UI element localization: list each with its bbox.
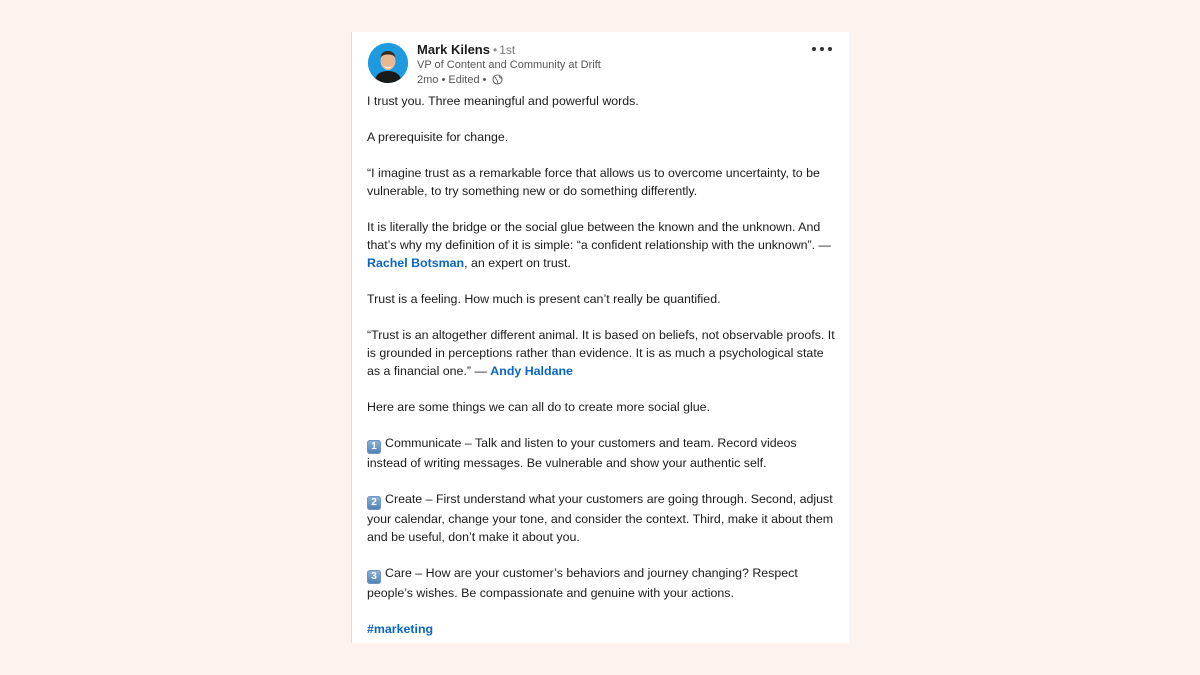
globe-icon: [492, 74, 503, 85]
post-age: 2mo: [417, 73, 439, 86]
mention-andy-haldane[interactable]: Andy Haldane: [490, 364, 573, 378]
time-separator: •: [441, 73, 446, 86]
author-headline: VP of Content and Community at Drift: [417, 59, 601, 71]
post-paragraph: Trust is a feeling. How much is present can’t really be quantified.: [367, 292, 721, 306]
author-name[interactable]: Mark Kilens: [417, 42, 490, 57]
more-options-button[interactable]: [810, 42, 834, 54]
list-item-text: Create – First understand what your customers are going through. Second, adjust your calendar, change your tone, and consider the context. Third, make it about them and be useful, don’t make it about you.: [367, 492, 834, 544]
post-paragraph-rachel: [367, 218, 837, 272]
post-paragraph-andy: [367, 326, 837, 380]
post-card: [351, 32, 849, 643]
post-header: [368, 42, 833, 88]
post-paragraph: Here are some things we can all do to create more social glue.: [367, 400, 710, 414]
avatar-portrait-icon: [368, 43, 408, 83]
post-timestamp: [417, 73, 793, 88]
author-meta: [417, 42, 793, 87]
list-item: [367, 434, 837, 472]
keycap-two-icon: 2: [367, 496, 381, 510]
connection-degree: 1st: [499, 43, 516, 57]
post-paragraph: A prerequisite for change.: [367, 130, 509, 144]
list-item-text: Communicate – Talk and listen to your customers and team. Record videos instead of writing messages. Be vulnerable and show your authentic self.: [367, 436, 797, 470]
avatar[interactable]: [368, 43, 408, 83]
post-body: [367, 92, 837, 656]
keycap-three-icon: 3: [367, 570, 381, 584]
post-paragraph: I trust you. Three meaningful and powerful words.: [367, 94, 639, 108]
edited-label: Edited: [448, 73, 480, 86]
name-separator: •: [492, 43, 498, 57]
hashtag-marketing[interactable]: #marketing: [367, 622, 434, 636]
list-item-text: Care – How are your customer’s behaviors and journey changing? Respect people’s wishes. Be compassionate and genuine with your actions.: [367, 566, 798, 600]
author-name-line: [417, 42, 793, 58]
paragraph-text: It is literally the bridge or the social glue between the known and the unknown. And that’s why my definition of it is simple: “a confident relationship with the unknown”. —: [367, 220, 831, 252]
keycap-one-icon: 1: [367, 440, 381, 454]
time-separator-2: •: [482, 73, 487, 86]
paragraph-text: “Trust is an altogether different animal. It is based on beliefs, not observable proofs. It is grounded in perceptions rather than evidence. It is as much a psychological state as a financial one.” —: [367, 328, 835, 378]
mention-rachel-botsman[interactable]: Rachel Botsman: [367, 256, 465, 270]
post-paragraph: “I imagine trust as a remarkable force that allows us to overcome uncertainty, to be vulnerable, to try something new or do something differently.: [367, 166, 820, 198]
hashtag-line: [367, 620, 837, 638]
paragraph-tail: , an expert on trust.: [464, 256, 571, 270]
list-item: [367, 564, 837, 602]
more-horizontal-icon: [810, 43, 834, 55]
list-item: [367, 490, 837, 546]
